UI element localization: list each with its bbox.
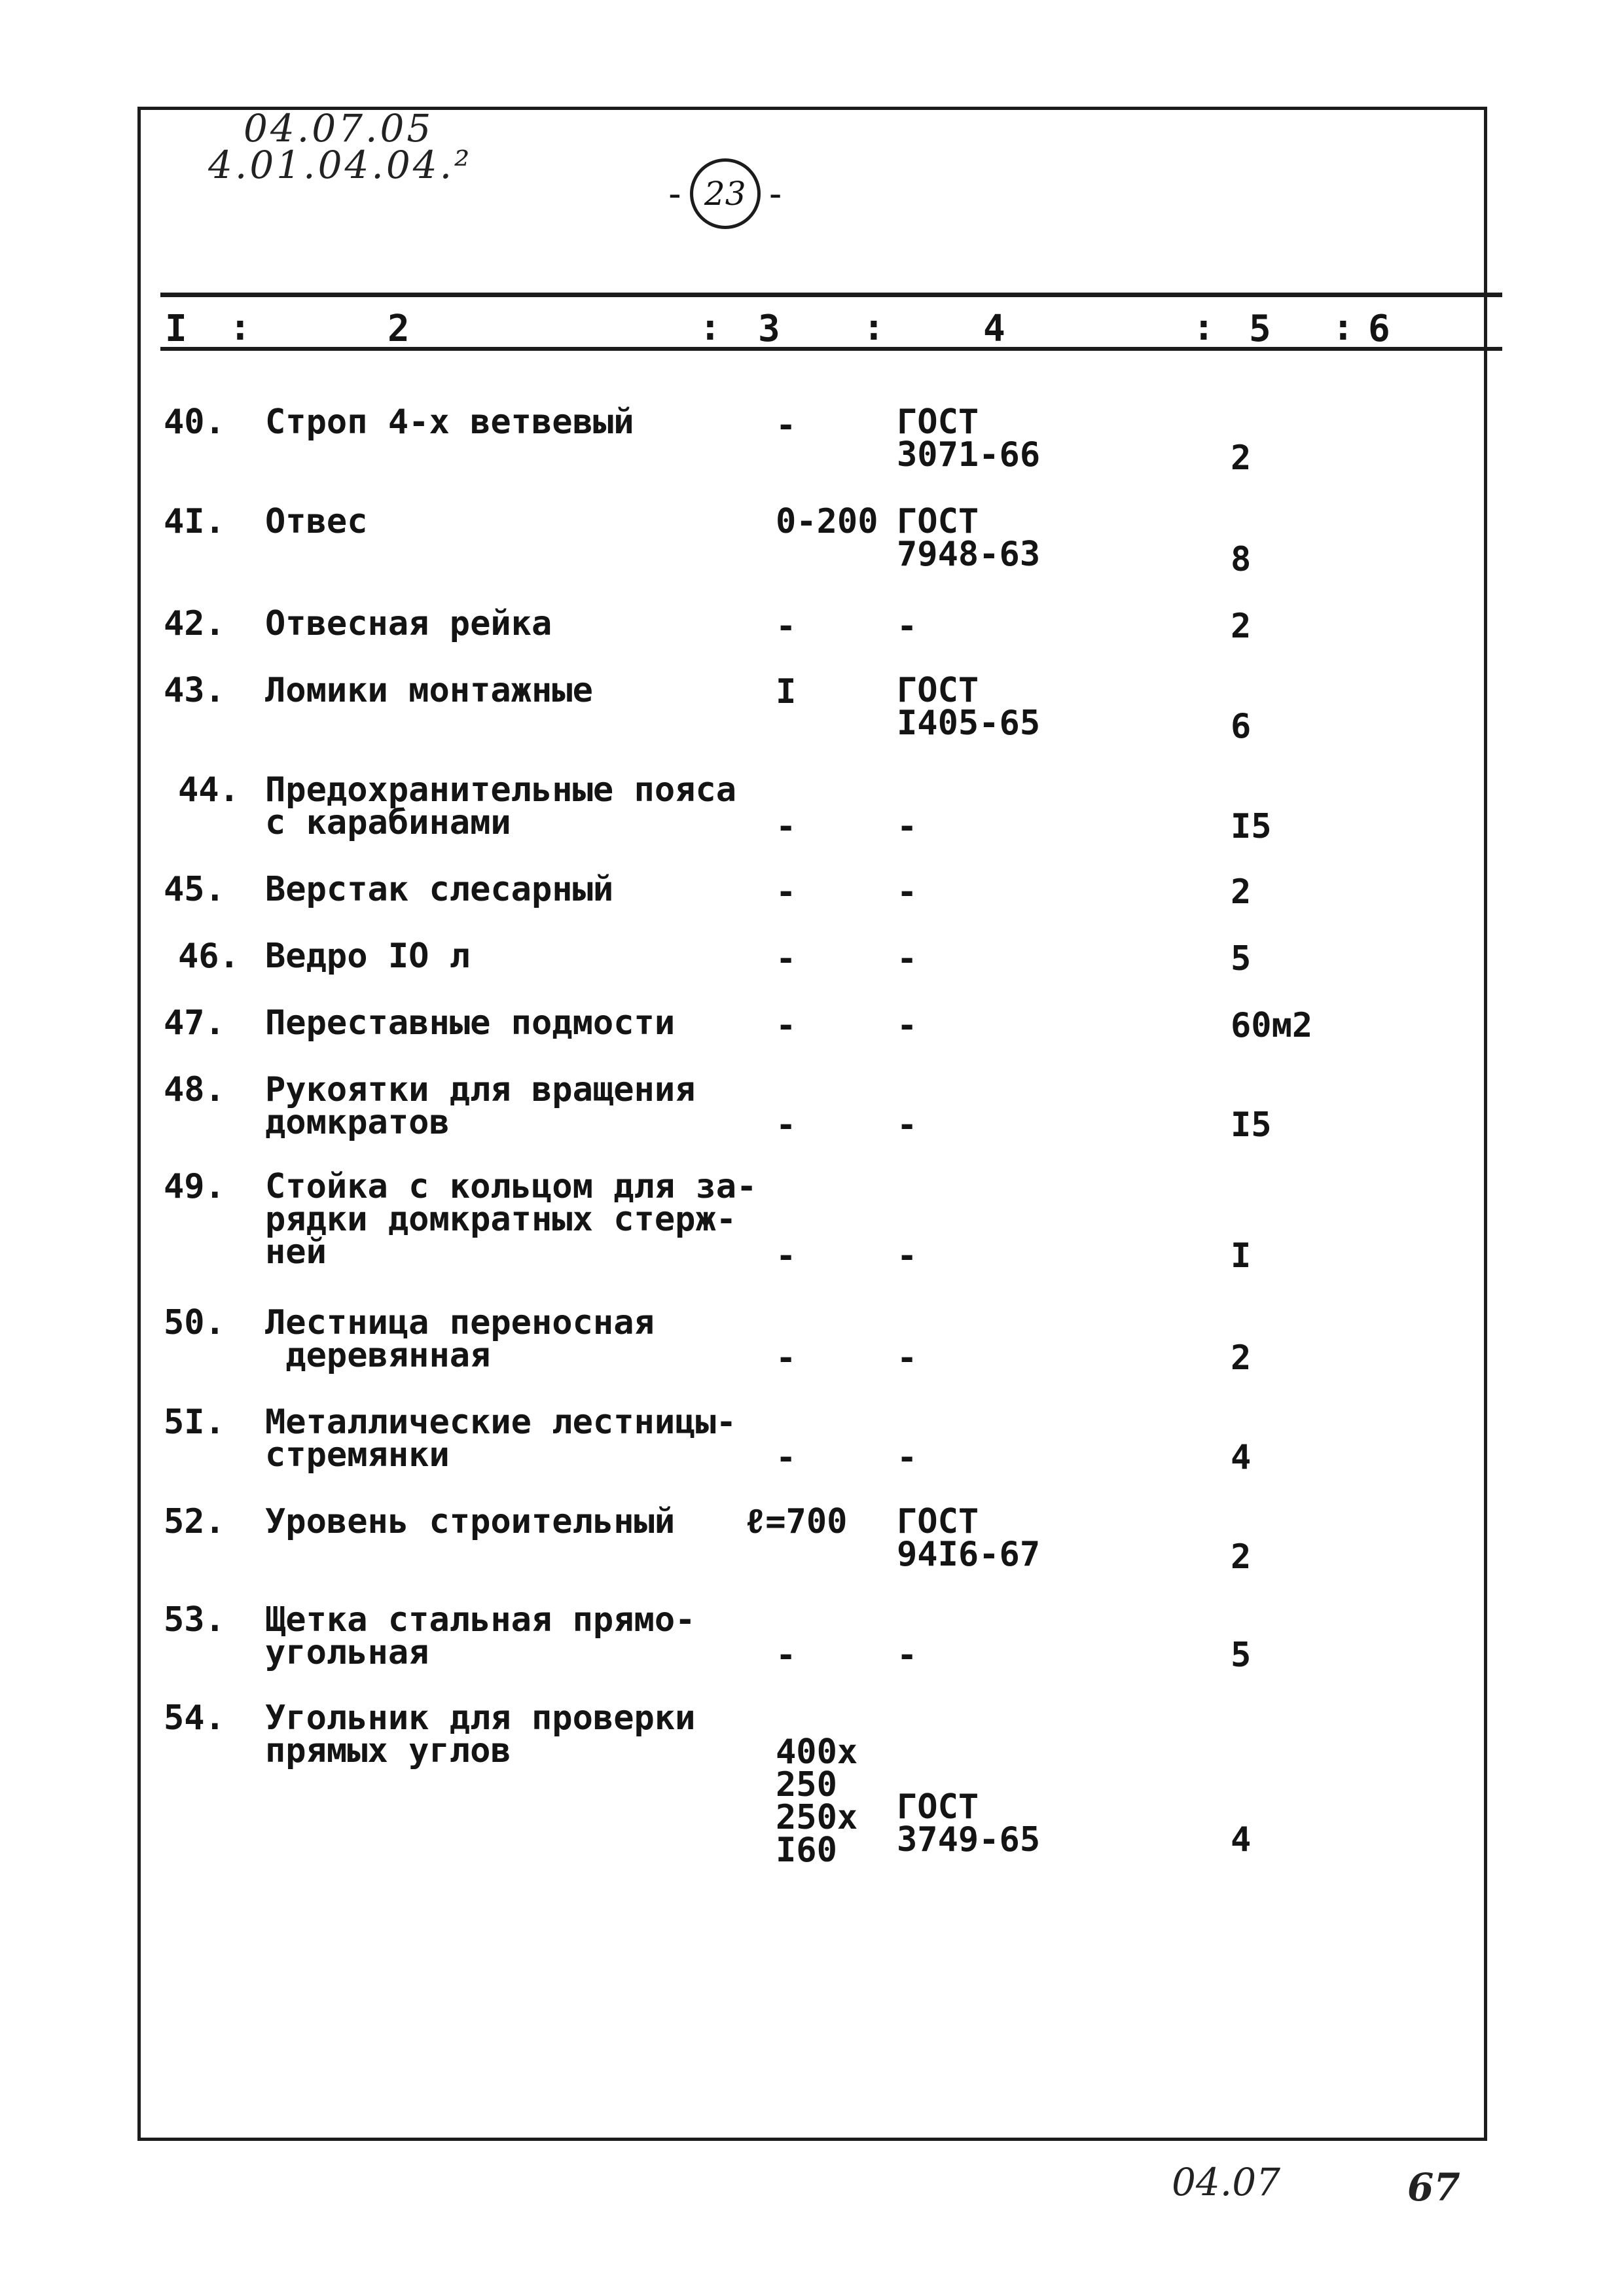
row-number: 50. bbox=[164, 1303, 225, 1342]
item-name: Рукоятки для вращения домкратов bbox=[265, 1070, 696, 1142]
column-header-1: I bbox=[165, 308, 187, 350]
column-header-4: 4 bbox=[983, 308, 1005, 350]
item-standard: ГОСТ I405-65 bbox=[897, 671, 1041, 743]
column-header-5: 5 bbox=[1249, 308, 1271, 350]
row-number: 5I. bbox=[164, 1403, 225, 1442]
item-name: Угольник для проверки прямых углов bbox=[265, 1698, 696, 1770]
item-dimension: I bbox=[776, 672, 797, 711]
row-number: 44. bbox=[178, 770, 240, 810]
item-quantity: 5 bbox=[1231, 939, 1252, 978]
item-dimension: - bbox=[776, 607, 797, 646]
item-dimension: - bbox=[776, 1636, 797, 1675]
item-name: Ведро IO л bbox=[265, 937, 471, 976]
item-dimension: - bbox=[776, 1105, 797, 1145]
item-quantity: 6 bbox=[1231, 707, 1252, 746]
row-number: 42. bbox=[164, 604, 225, 643]
item-quantity: 2 bbox=[1231, 439, 1252, 478]
row-number: 40. bbox=[164, 403, 225, 442]
item-quantity: 4 bbox=[1231, 1820, 1252, 1859]
item-dimension: - bbox=[776, 1236, 797, 1276]
item-dimension: - bbox=[776, 406, 797, 445]
item-standard: ГОСТ 7948-63 bbox=[897, 502, 1041, 574]
row-number: 4I. bbox=[164, 502, 225, 541]
column-separator: : bbox=[1332, 306, 1354, 349]
item-dimension: - bbox=[776, 1338, 797, 1378]
row-number: 48. bbox=[164, 1070, 225, 1109]
row-number: 46. bbox=[178, 937, 240, 976]
item-quantity: I bbox=[1231, 1236, 1252, 1276]
handwritten-sheet-number: 67 bbox=[1407, 2165, 1460, 2210]
row-number: 54. bbox=[164, 1698, 225, 1738]
item-quantity: 2 bbox=[1231, 1537, 1252, 1577]
column-header-6: 6 bbox=[1368, 308, 1390, 350]
item-standard: ГОСТ 94I6-67 bbox=[897, 1502, 1041, 1574]
column-separator: : bbox=[699, 306, 721, 349]
item-quantity: 60м2 bbox=[1231, 1006, 1313, 1045]
item-quantity: 4 bbox=[1231, 1438, 1252, 1477]
item-quantity: 2 bbox=[1231, 1338, 1252, 1378]
item-dimension: - bbox=[776, 807, 797, 846]
item-standard: - bbox=[897, 1338, 918, 1378]
item-dimension: - bbox=[776, 1438, 797, 1477]
item-dimension: ℓ=700 bbox=[745, 1502, 848, 1541]
item-name: Ломики монтажные bbox=[265, 671, 593, 710]
item-standard: - bbox=[897, 872, 918, 912]
item-standard: - bbox=[897, 1236, 918, 1276]
row-number: 45. bbox=[164, 870, 225, 909]
row-number: 53. bbox=[164, 1600, 225, 1640]
item-standard: - bbox=[897, 1636, 918, 1675]
item-quantity: 8 bbox=[1231, 540, 1252, 579]
item-quantity: I5 bbox=[1231, 1105, 1272, 1145]
item-name: Щетка стальная прямо- угольная bbox=[265, 1600, 696, 1672]
item-name: Стойка с кольцом для за- рядки домкратных стерж- ней bbox=[265, 1167, 757, 1272]
page-number-dash-right: - bbox=[764, 172, 787, 215]
item-standard: - bbox=[897, 1438, 918, 1477]
item-name: Отвесная рейка bbox=[265, 604, 552, 643]
item-dimension: 400x 250 250x I60 bbox=[776, 1732, 858, 1870]
item-name: Лестница переносная деревянная bbox=[265, 1303, 655, 1375]
item-dimension: 0-200 bbox=[776, 502, 878, 541]
item-name: Предохранительные пояса с карабинами bbox=[265, 770, 737, 842]
column-header-2: 2 bbox=[388, 308, 410, 350]
item-name: Отвес bbox=[265, 502, 368, 541]
item-quantity: 2 bbox=[1231, 607, 1252, 646]
item-quantity: I5 bbox=[1231, 807, 1272, 846]
item-standard: - bbox=[897, 939, 918, 978]
item-name: Строп 4-х ветвевый bbox=[265, 403, 634, 442]
column-header-3: 3 bbox=[758, 308, 780, 350]
column-separator: : bbox=[229, 306, 251, 349]
item-name: Верстак слесарный bbox=[265, 870, 614, 909]
item-standard: - bbox=[897, 807, 918, 846]
handwritten-footer-code: 04.07 bbox=[1172, 2160, 1281, 2204]
handwritten-code-line1: 04.07.05 bbox=[244, 106, 434, 151]
page-number-circle: 23 bbox=[690, 158, 761, 229]
item-standard: ГОСТ 3749-65 bbox=[897, 1787, 1041, 1859]
table-header-bottom-rule bbox=[160, 347, 1502, 351]
item-quantity: 5 bbox=[1231, 1636, 1252, 1675]
item-quantity: 2 bbox=[1231, 872, 1252, 912]
page-number bbox=[660, 157, 790, 230]
item-name: Переставные подмости bbox=[265, 1003, 676, 1043]
item-standard: - bbox=[897, 1006, 918, 1045]
item-standard: - bbox=[897, 1105, 918, 1145]
row-number: 43. bbox=[164, 671, 225, 710]
column-separator: : bbox=[1193, 306, 1215, 349]
handwritten-code-line2: 4.01.04.04.² bbox=[208, 143, 473, 187]
row-number: 47. bbox=[164, 1003, 225, 1043]
item-name: Металлические лестницы- стремянки bbox=[265, 1403, 737, 1475]
item-standard: - bbox=[897, 607, 918, 646]
item-dimension: - bbox=[776, 939, 797, 978]
column-separator: : bbox=[863, 306, 885, 349]
table-header-top-rule bbox=[160, 293, 1502, 297]
item-dimension: - bbox=[776, 1006, 797, 1045]
item-name: Уровень строительный bbox=[265, 1502, 676, 1541]
item-dimension: - bbox=[776, 872, 797, 912]
page-number-dash-left: - bbox=[664, 172, 686, 215]
row-number: 52. bbox=[164, 1502, 225, 1541]
item-standard: ГОСТ 3071-66 bbox=[897, 403, 1041, 475]
row-number: 49. bbox=[164, 1167, 225, 1206]
